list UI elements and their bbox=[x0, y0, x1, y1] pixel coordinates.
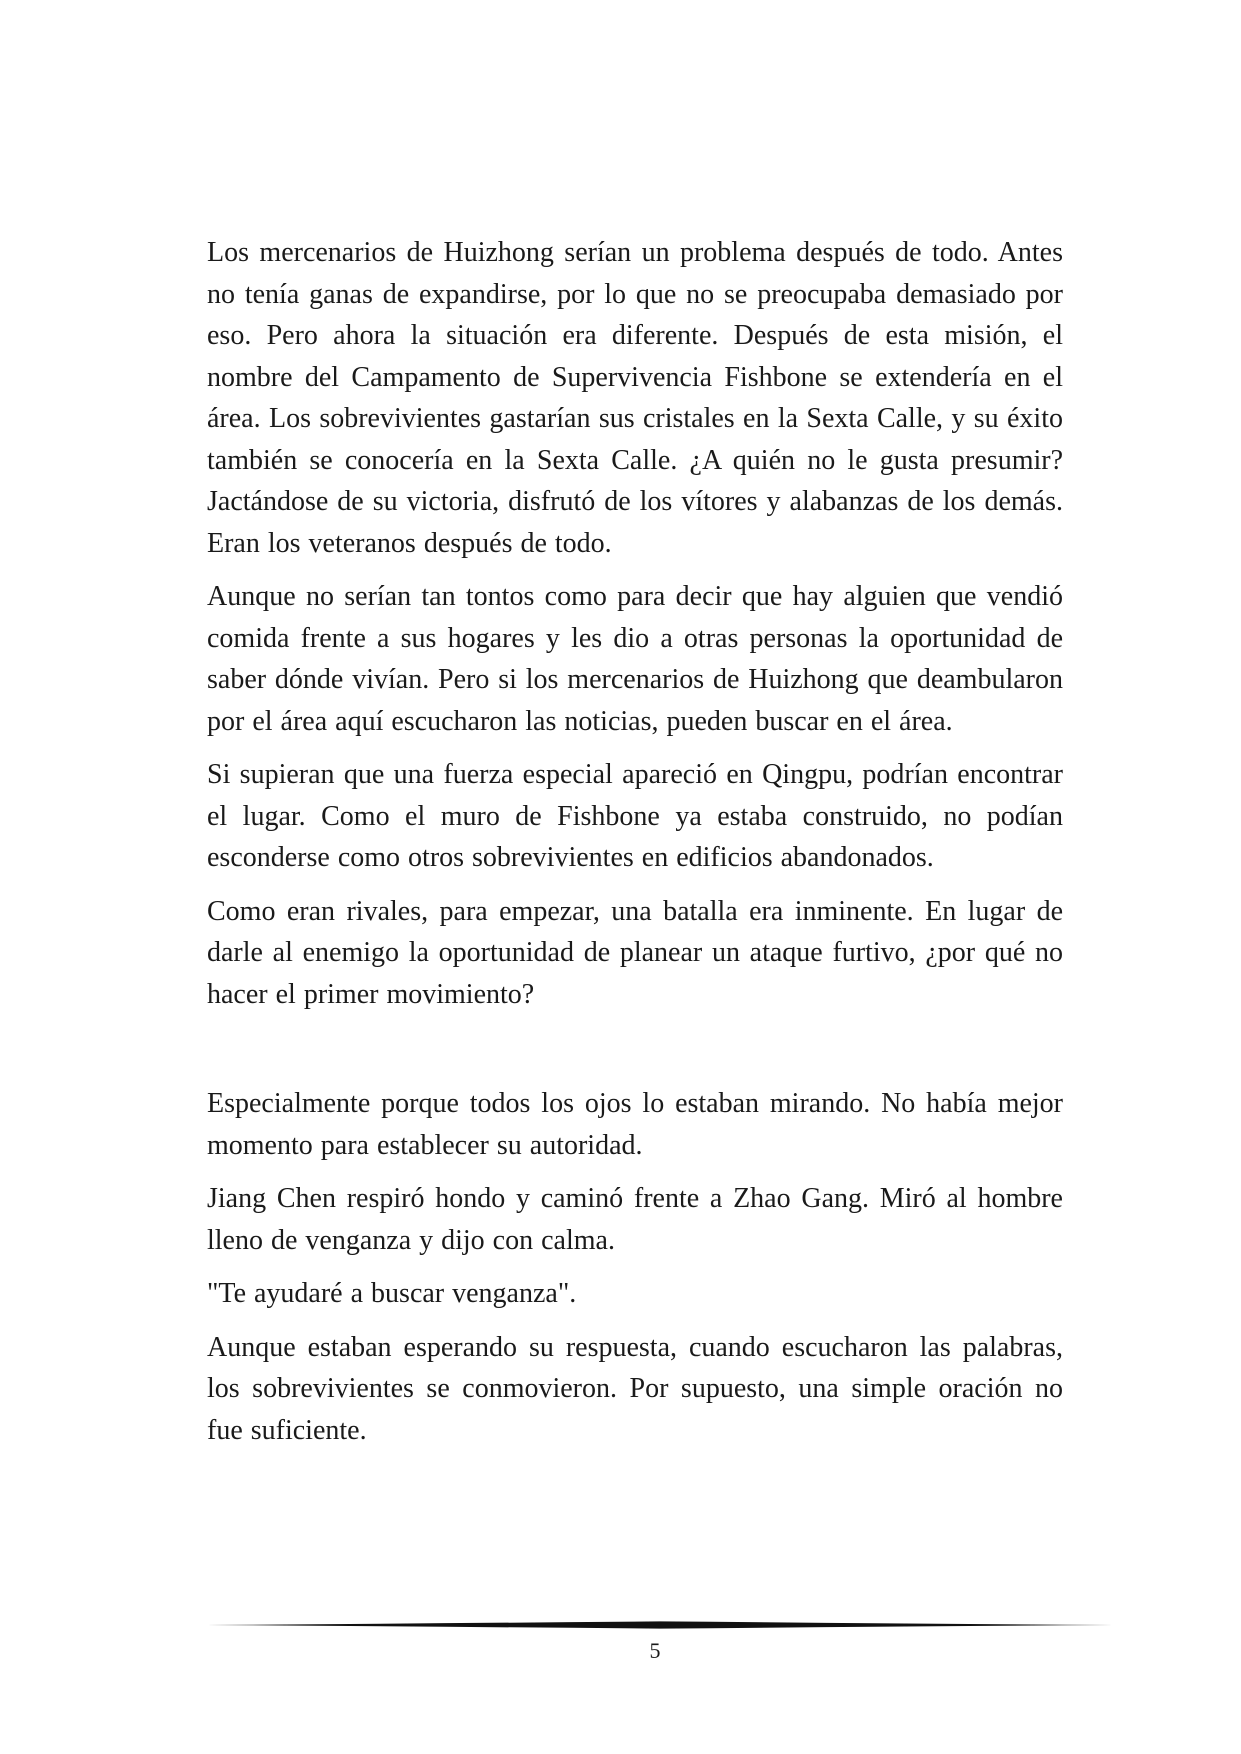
paragraph-6: Jiang Chen respiró hondo y caminó frente a Zhao Gang. Miró al hombre lleno de venganza y dijo con calma. bbox=[207, 1183, 1063, 1256]
paragraph-4: Como eran rivales, para empezar, una batalla era inminente. En lugar de darle al enemigo la oportunidad de planear un ataque furtivo, ¿por qué no hacer el primer movimiento? bbox=[207, 895, 1063, 1010]
section-gap bbox=[207, 1027, 1063, 1083]
footer-divider bbox=[207, 1618, 1113, 1632]
paragraph-2: Aunque no serían tan tontos como para decir que hay alguien que vendió comida frente a sus hogares y les dio a otras personas la oportunidad de saber dónde vivían. Pero si los mercenarios de Huizhong que deambularon por el área aquí escucharon las noticias, pueden buscar en el área. bbox=[207, 581, 1063, 737]
paragraph-8: Aunque estaban esperando su respuesta, cuando escucharon las palabras, los sobrevivientes se conmovieron. Por supuesto, una simple oración no fue suficiente. bbox=[207, 1331, 1063, 1446]
paragraph-5: Especialmente porque todos los ojos lo estaban mirando. No había mejor momento para establecer su autoridad. bbox=[207, 1088, 1063, 1161]
paragraph-7: "Te ayudaré a buscar venganza". bbox=[207, 1278, 577, 1309]
body-text bbox=[207, 232, 1063, 1463]
paragraph-3: Si supieran que una fuerza especial apareció en Qingpu, podrían encontrar el lugar. Como el muro de Fishbone ya estaba construido, no podían esconderse como otros sobrevivientes en edificios abandonados. bbox=[207, 759, 1063, 873]
page-number: 5 bbox=[649, 1638, 661, 1663]
paragraph-1: Los mercenarios de Huizhong serían un problema después de todo. Antes no tenía ganas de expandirse, por lo que no se preocupaba demasiado por eso. Pero ahora la situación era diferente. Después de esta misión, el nombre del Campamento de Supervivencia Fishbone se extendería en el área. Los sobrevivientes gastarían sus cristales en la Sexta Calle, y su éxito también se conocería en la Sexta Calle. ¿A quién no le gusta presumir? Jactándose de su victoria, disfrutó de los vítores y alabanzas de los demás. Eran los veteranos después de todo. bbox=[207, 237, 1063, 559]
